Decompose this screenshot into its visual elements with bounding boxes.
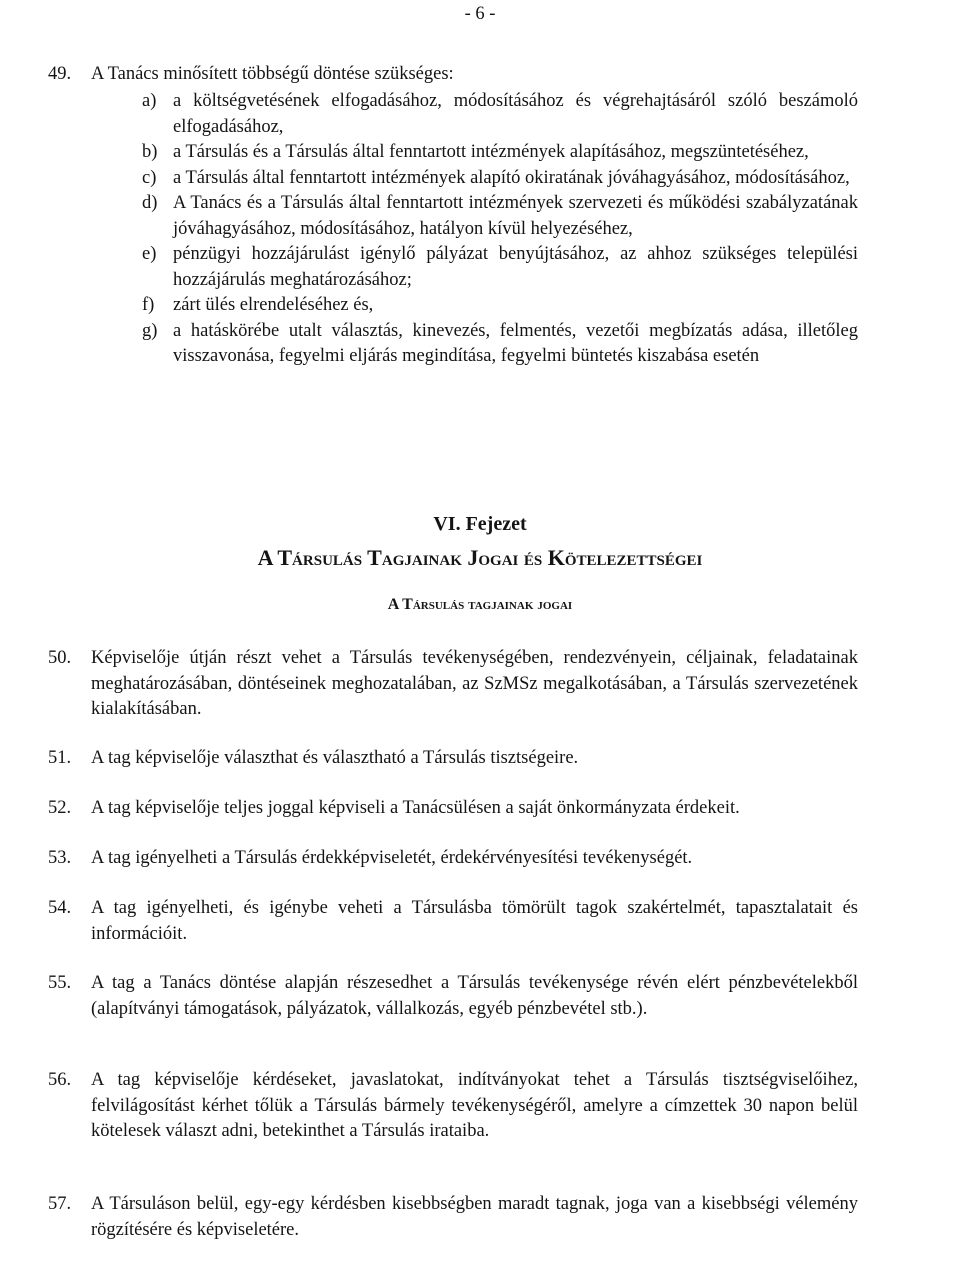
list-item-text: a költségvetésének elfogadásához, módosításához és végrehajtásáról szóló beszámoló elfogadásához, (173, 91, 858, 137)
item-number: 56. (48, 1070, 72, 1090)
chapter-number: VI. Fejezet (433, 513, 527, 535)
list-item (142, 242, 858, 293)
item-text: A tag a Tanács döntése alapján részesedhet a Társulás tevékenysége révén elért pénzbevételekből (alapítványi támogatások, pályázatok, vállalkozás, egyéb pénzbevétel stb.). (91, 973, 858, 1019)
list-item-letter: g) (142, 320, 158, 341)
list-item-letter: f) (142, 295, 155, 315)
list-item (142, 319, 858, 370)
item-53 (48, 846, 858, 872)
item-text: Képviselője útján részt vehet a Társulás tevékenységében, rendezvényein, céljainak, feladatainak meghatározásában, döntéseinek meghozatalában, az SzMSz megalkotásában, a Társulás szervezetének kialakításában. (91, 648, 858, 719)
item-text: A tag képviselője választhat és választható a Társulás tisztségeire. (91, 748, 579, 768)
item-number: 54. (48, 898, 72, 918)
list-item (142, 89, 858, 140)
list-item (142, 166, 858, 192)
list-item-letter: d) (142, 193, 158, 213)
item-49-sublist (142, 89, 858, 370)
item-57 (48, 1192, 858, 1243)
item-number: 53. (48, 848, 72, 868)
item-number: 52. (48, 798, 72, 818)
item-number: 50. (48, 648, 72, 668)
list-item (142, 191, 858, 242)
list-item-letter: e) (142, 244, 157, 264)
list-item-text: pénzügyi hozzájárulást igénylő pályázat benyújtásához, az ahhoz szükséges települési hozzájárulás meghatározásához; (173, 244, 858, 290)
item-54 (48, 896, 858, 947)
item-text: A tag igényelheti, és igénybe veheti a Társulásba tömörült tagok szakértelmét, tapasztalatait és információit. (91, 898, 858, 944)
item-49 (48, 62, 858, 88)
item-text: A tag igényelheti a Társulás érdekképviseletét, érdekérvényesítési tevékenységét. (91, 848, 693, 868)
item-text: A tag képviselője kérdéseket, javaslatokat, indítványokat tehet a Társulás tisztségviselőihez, felvilágosítást kérhet tőlük a Társulás bármely tevékenységéről, amelyre a címzettek 30 napon belül kötelesek választ adni, betekinthet a Társulás irataiba. (91, 1070, 858, 1141)
item-number: 55. (48, 973, 72, 993)
item-number: 51. (48, 748, 72, 768)
item-55 (48, 971, 858, 1022)
item-text: A Tanács minősített többségű döntése szükséges: (91, 64, 454, 84)
list-item-letter: c) (142, 167, 157, 188)
item-text: A Társuláson belül, egy-egy kérdésben kisebbségben maradt tagnak, joga van a kisebbségi vélemény rögzítésére és képviseletére. (91, 1194, 858, 1240)
list-item-text: a Társulás által fenntartott intézmények alapító okiratának jóváhagyásához, módosításához, (173, 167, 850, 188)
item-50 (48, 646, 858, 723)
item-number: 49. (48, 64, 72, 84)
item-number: 57. (48, 1194, 72, 1214)
list-item-text: zárt ülés elrendeléséhez és, (173, 295, 374, 315)
list-item-letter: a) (142, 91, 157, 111)
list-item-text: a hatáskörébe utalt választás, kinevezés, felmentés, vezetői megbízatás adása, illetőleg visszavonása, fegyelmi eljárás megindítása, fegyelmi büntetés kiszabása esetén (173, 320, 858, 366)
item-52 (48, 796, 858, 822)
item-text: A tag képviselője teljes joggal képviseli a Tanácsülésen a saját önkormányzata érdekeit. (91, 798, 740, 818)
list-item (142, 293, 858, 319)
item-56 (48, 1068, 858, 1145)
section-title: A Társulás tagjainak jogai (387, 596, 573, 613)
list-item-text: A Tanács és a Társulás által fenntartott intézmények szervezeti és működési szabályzatának jóváhagyásához, módosításához, hatályon kívül helyezéséhez, (173, 193, 858, 239)
list-item-text: a Társulás és a Társulás által fenntartott intézmények alapításához, megszüntetéséhez, (173, 142, 809, 162)
list-item-letter: b) (142, 142, 158, 162)
list-item (142, 140, 858, 166)
item-51 (48, 746, 858, 772)
page-number: - 6 - (464, 4, 496, 24)
chapter-title: A Társulás Tagjainak Jogai és Kötelezettségei (257, 545, 703, 570)
